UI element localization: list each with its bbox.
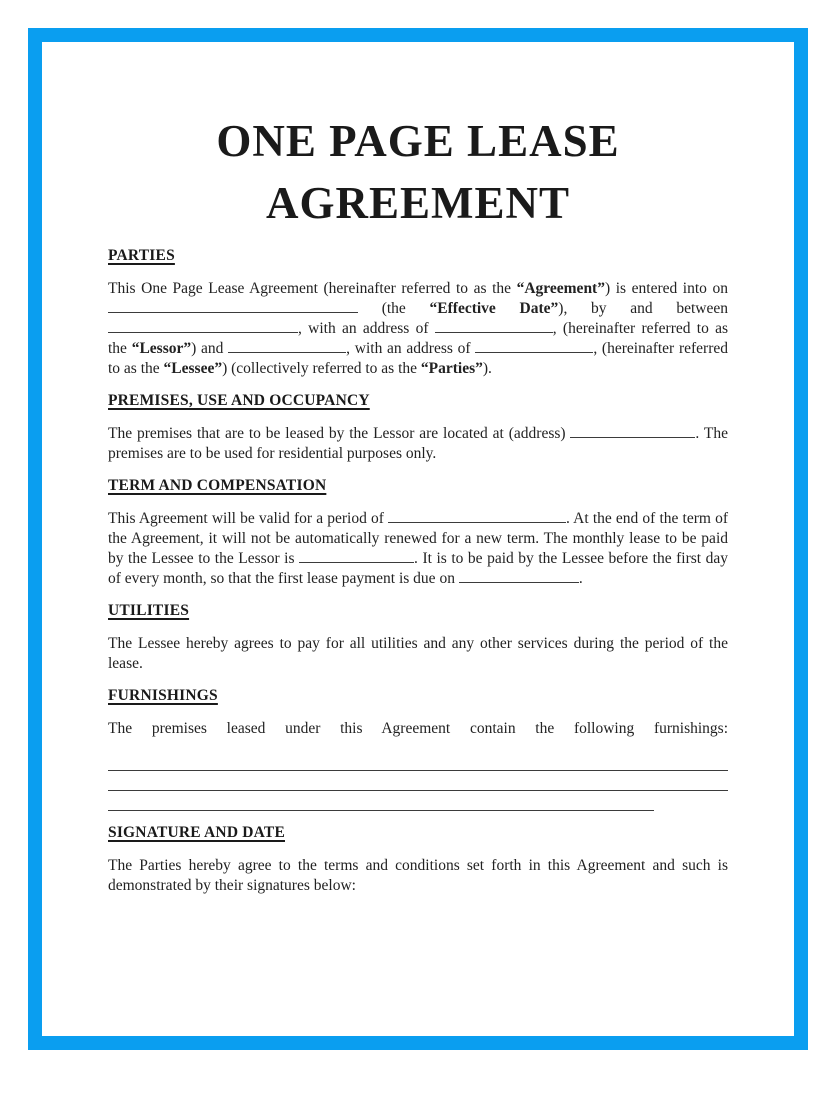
section-heading: UTILITIES	[108, 602, 190, 619]
fill-in-blank	[228, 339, 346, 353]
body-text: (the	[358, 300, 430, 317]
body-text: ) (collectively referred to as the	[222, 360, 421, 377]
document-section	[108, 601, 728, 674]
paragraph	[108, 856, 728, 896]
defined-term: “Lessee”	[163, 360, 223, 377]
fill-in-line	[108, 751, 728, 771]
body-text: . The premises are to be used for residential purposes only.	[108, 425, 728, 462]
page-border-frame	[28, 28, 808, 1050]
body-text: .	[578, 570, 583, 587]
paragraph	[108, 424, 728, 464]
fill-in-blank	[108, 319, 298, 333]
body-text: . It is to be paid by the Lessee before the first day of every month, so that the first lease payment is due on	[108, 550, 729, 587]
body-text: The Parties hereby agree to the terms and conditions set forth in this Agreement and such is demonstrated by their signatures below:	[108, 857, 728, 894]
document-section	[108, 391, 728, 464]
body-text: ), by and between	[558, 300, 728, 317]
paragraph	[108, 279, 728, 379]
section-heading: SIGNATURE AND DATE	[108, 824, 285, 841]
body-text: ) and	[191, 340, 229, 357]
fill-in-blank	[388, 509, 566, 523]
document-section	[108, 686, 728, 811]
body-text: , (hereinafter referred to as the	[108, 340, 728, 377]
fill-in-line	[108, 771, 728, 791]
fill-in-blank	[475, 339, 593, 353]
body-text: , with an address of	[346, 340, 476, 357]
sections	[108, 246, 728, 896]
defined-term: “Parties”	[420, 360, 483, 377]
document-page	[42, 110, 794, 1104]
body-text: ) is entered into on	[604, 280, 728, 297]
section-heading: TERM AND COMPENSATION	[108, 477, 327, 494]
paragraph	[108, 509, 728, 589]
body-text: This Agreement will be valid for a period of	[108, 510, 389, 527]
section-heading: FURNISHINGS	[108, 687, 218, 704]
defined-term: “Agreement”	[516, 280, 605, 297]
body-text: , with an address of	[298, 320, 435, 337]
fill-in-blank	[435, 319, 553, 333]
body-text: The premises that are to be leased by the Lessor are located at (address)	[108, 425, 571, 442]
document-section	[108, 246, 728, 379]
section-heading: PREMISES, USE AND OCCUPANCY	[108, 392, 370, 409]
body-text: , (hereinafter referred to as the	[108, 320, 728, 357]
paragraph	[108, 634, 728, 674]
body-text: The premises leased under this Agreement contain the following furnishings:	[108, 720, 728, 737]
document-section	[108, 823, 728, 896]
fill-in-blank	[299, 549, 414, 563]
fill-in-line	[108, 791, 654, 811]
body-text: ).	[482, 360, 492, 377]
body-text: . At the end of the term of the Agreement, it will not be automatically renewed for a new term. The monthly lease to be paid by the Lessee to the Lessor is	[108, 510, 728, 567]
document-title-line1: ONE PAGE LEASE	[216, 116, 620, 166]
paragraph	[108, 719, 728, 739]
section-heading: PARTIES	[108, 247, 175, 264]
document-title	[108, 110, 728, 234]
document-title-line2: AGREEMENT	[265, 178, 571, 228]
body-text: The Lessee hereby agrees to pay for all utilities and any other services during the period of the lease.	[108, 635, 728, 672]
fill-in-blank	[459, 569, 579, 583]
defined-term: “Lessor”	[131, 340, 192, 357]
fill-in-blank	[108, 299, 358, 313]
document-section	[108, 476, 728, 589]
blank-lines	[108, 751, 728, 811]
body-text: This One Page Lease Agreement (hereinafter referred to as the	[108, 280, 517, 297]
defined-term: “Effective Date”	[429, 300, 559, 317]
fill-in-blank	[570, 424, 695, 438]
